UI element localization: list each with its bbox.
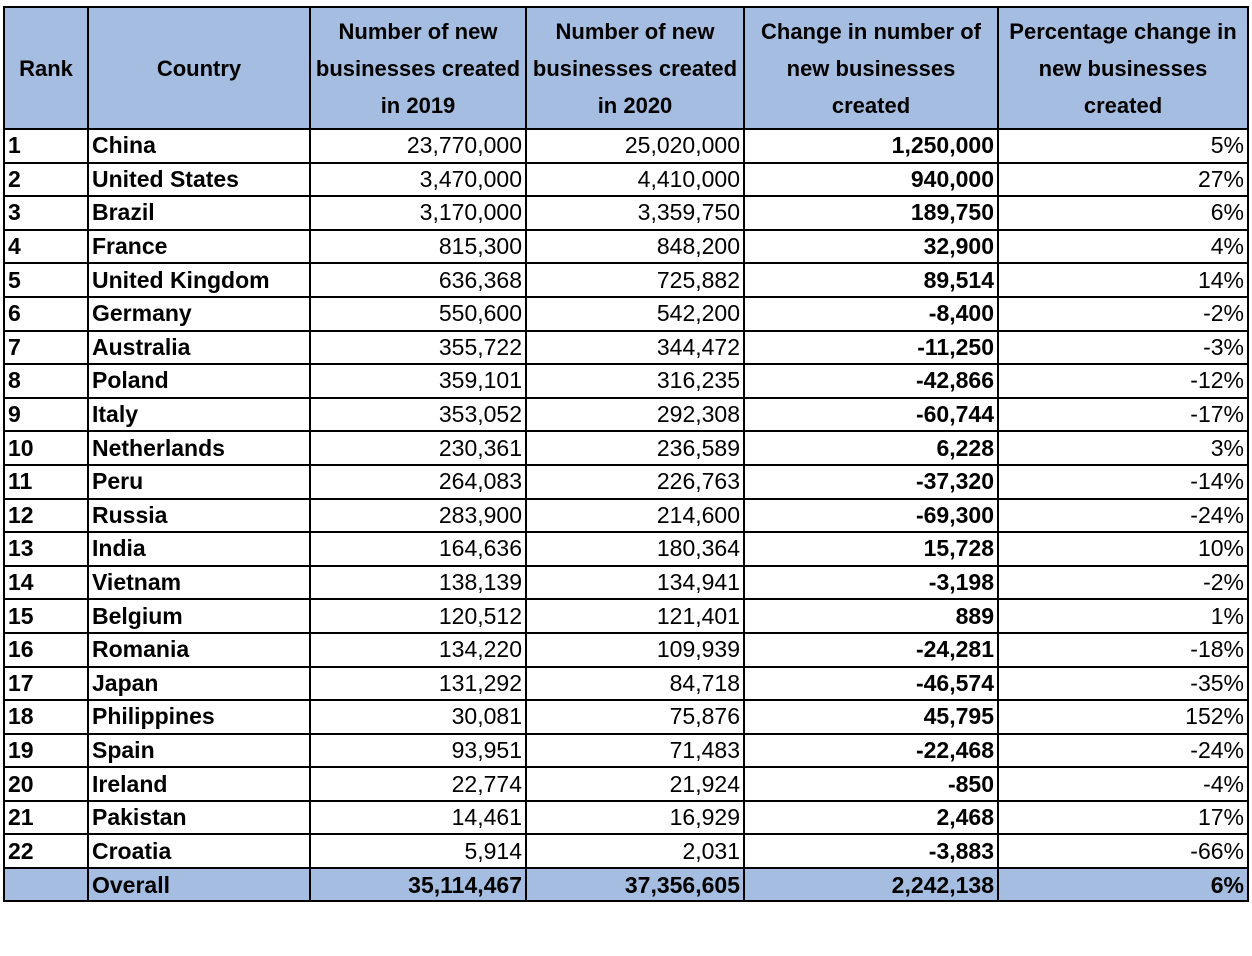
pct-change-cell[interactable]: -2% (998, 566, 1248, 600)
change-cell[interactable]: 32,900 (744, 230, 998, 264)
total-country-cell[interactable]: Overall (88, 868, 310, 901)
country-cell[interactable]: Netherlands (88, 431, 310, 465)
country-cell[interactable]: China (88, 129, 310, 163)
table-header (4, 7, 1248, 129)
country-cell[interactable]: Brazil (88, 196, 310, 230)
change-cell[interactable]: 6,228 (744, 431, 998, 465)
table-row (4, 734, 1248, 768)
rank-cell[interactable]: 17 (4, 667, 88, 701)
rank-cell[interactable]: 4 (4, 230, 88, 264)
created-2020-cell[interactable]: 109,939 (526, 633, 744, 667)
created-2019-cell[interactable]: 14,461 (310, 801, 526, 835)
created-2019-cell[interactable]: 359,101 (310, 364, 526, 398)
change-cell[interactable]: -8,400 (744, 297, 998, 331)
change-cell[interactable]: -60,744 (744, 398, 998, 432)
change-cell[interactable]: 15,728 (744, 532, 998, 566)
total-change-cell[interactable]: 2,242,138 (744, 868, 998, 901)
table-row (4, 633, 1248, 667)
change-cell[interactable]: 1,250,000 (744, 129, 998, 163)
rank-cell[interactable]: 15 (4, 599, 88, 633)
created-2020-cell[interactable]: 214,600 (526, 499, 744, 533)
created-2019-cell[interactable]: 230,361 (310, 431, 526, 465)
created-2020-cell[interactable]: 16,929 (526, 801, 744, 835)
country-cell[interactable]: Pakistan (88, 801, 310, 835)
change-cell[interactable]: -37,320 (744, 465, 998, 499)
table-row (4, 767, 1248, 801)
country-cell[interactable]: Italy (88, 398, 310, 432)
created-2019-cell[interactable]: 120,512 (310, 599, 526, 633)
country-cell[interactable]: United Kingdom (88, 263, 310, 297)
pct-change-cell[interactable]: -66% (998, 834, 1248, 868)
pct-change-cell[interactable]: -12% (998, 364, 1248, 398)
pct-change-cell[interactable]: 17% (998, 801, 1248, 835)
created-2020-cell[interactable]: 226,763 (526, 465, 744, 499)
created-2020-cell[interactable]: 3,359,750 (526, 196, 744, 230)
pct-change-cell[interactable]: -18% (998, 633, 1248, 667)
created-2019-cell[interactable]: 815,300 (310, 230, 526, 264)
created-2020-cell[interactable]: 344,472 (526, 331, 744, 365)
created-2019-cell[interactable]: 3,170,000 (310, 196, 526, 230)
rank-cell[interactable]: 19 (4, 734, 88, 768)
change-cell[interactable]: -3,198 (744, 566, 998, 600)
country-cell[interactable]: Spain (88, 734, 310, 768)
created-2020-cell[interactable]: 4,410,000 (526, 163, 744, 197)
country-cell[interactable]: Philippines (88, 700, 310, 734)
total-rank-cell[interactable] (4, 868, 88, 901)
country-cell[interactable]: Romania (88, 633, 310, 667)
created-2020-cell[interactable]: 25,020,000 (526, 129, 744, 163)
header-pct-change[interactable]: Percentage change in new businesses created (998, 7, 1248, 129)
total-row (4, 868, 1248, 901)
pct-change-cell[interactable]: 3% (998, 431, 1248, 465)
country-cell[interactable]: India (88, 532, 310, 566)
pct-change-cell[interactable]: -2% (998, 297, 1248, 331)
created-2020-cell[interactable]: 121,401 (526, 599, 744, 633)
change-cell[interactable]: 889 (744, 599, 998, 633)
country-cell[interactable]: Russia (88, 499, 310, 533)
pct-change-cell[interactable]: -24% (998, 499, 1248, 533)
created-2020-cell[interactable]: 71,483 (526, 734, 744, 768)
created-2020-cell[interactable]: 848,200 (526, 230, 744, 264)
change-cell[interactable]: -46,574 (744, 667, 998, 701)
created-2019-cell[interactable]: 164,636 (310, 532, 526, 566)
created-2019-cell[interactable]: 353,052 (310, 398, 526, 432)
table-row (4, 364, 1248, 398)
table-row (4, 599, 1248, 633)
header-created-2019[interactable]: Number of new businesses created in 2019 (310, 7, 526, 129)
pct-change-cell[interactable]: -4% (998, 767, 1248, 801)
created-2020-cell[interactable]: 542,200 (526, 297, 744, 331)
pct-change-cell[interactable]: 4% (998, 230, 1248, 264)
rank-cell[interactable]: 13 (4, 532, 88, 566)
header-row (4, 7, 1248, 129)
rank-cell[interactable]: 2 (4, 163, 88, 197)
table-row (4, 263, 1248, 297)
rank-cell[interactable]: 21 (4, 801, 88, 835)
country-cell[interactable]: Belgium (88, 599, 310, 633)
rank-cell[interactable]: 7 (4, 331, 88, 365)
country-cell[interactable]: France (88, 230, 310, 264)
created-2019-cell[interactable]: 3,470,000 (310, 163, 526, 197)
rank-cell[interactable]: 18 (4, 700, 88, 734)
rank-cell[interactable]: 12 (4, 499, 88, 533)
table-row (4, 532, 1248, 566)
businesses-table (3, 6, 1249, 902)
table-row (4, 566, 1248, 600)
table-row (4, 129, 1248, 163)
table-row (4, 230, 1248, 264)
rank-cell[interactable]: 16 (4, 633, 88, 667)
created-2019-cell[interactable]: 131,292 (310, 667, 526, 701)
rank-cell[interactable]: 1 (4, 129, 88, 163)
rank-cell[interactable]: 10 (4, 431, 88, 465)
created-2019-cell[interactable]: 93,951 (310, 734, 526, 768)
table-footer (4, 868, 1248, 901)
table-row (4, 834, 1248, 868)
change-cell[interactable]: 940,000 (744, 163, 998, 197)
created-2020-cell[interactable]: 75,876 (526, 700, 744, 734)
header-change[interactable]: Change in number of new businesses created (744, 7, 998, 129)
pct-change-cell[interactable]: -3% (998, 331, 1248, 365)
rank-cell[interactable]: 22 (4, 834, 88, 868)
created-2019-cell[interactable]: 636,368 (310, 263, 526, 297)
rank-cell[interactable]: 11 (4, 465, 88, 499)
created-2019-cell[interactable]: 5,914 (310, 834, 526, 868)
table-row (4, 398, 1248, 432)
change-cell[interactable]: -22,468 (744, 734, 998, 768)
pct-change-cell[interactable]: 5% (998, 129, 1248, 163)
created-2020-cell[interactable]: 316,235 (526, 364, 744, 398)
country-cell[interactable]: Japan (88, 667, 310, 701)
country-cell[interactable]: Germany (88, 297, 310, 331)
rank-cell[interactable]: 8 (4, 364, 88, 398)
change-cell[interactable]: -11,250 (744, 331, 998, 365)
table-row (4, 465, 1248, 499)
change-cell[interactable]: 89,514 (744, 263, 998, 297)
created-2020-cell[interactable]: 725,882 (526, 263, 744, 297)
total-created-2019-cell[interactable]: 35,114,467 (310, 868, 526, 901)
pct-change-cell[interactable]: 6% (998, 196, 1248, 230)
pct-change-cell[interactable]: -24% (998, 734, 1248, 768)
table-body (4, 129, 1248, 868)
pct-change-cell[interactable]: -17% (998, 398, 1248, 432)
country-cell[interactable]: Poland (88, 364, 310, 398)
created-2020-cell[interactable]: 84,718 (526, 667, 744, 701)
table-row (4, 801, 1248, 835)
rank-cell[interactable]: 14 (4, 566, 88, 600)
created-2020-cell[interactable]: 180,364 (526, 532, 744, 566)
pct-change-cell[interactable]: -35% (998, 667, 1248, 701)
change-cell[interactable]: 2,468 (744, 801, 998, 835)
country-cell[interactable]: Croatia (88, 834, 310, 868)
created-2020-cell[interactable]: 236,589 (526, 431, 744, 465)
created-2019-cell[interactable]: 30,081 (310, 700, 526, 734)
header-created-2020[interactable]: Number of new businesses created in 2020 (526, 7, 744, 129)
rank-cell[interactable]: 3 (4, 196, 88, 230)
created-2019-cell[interactable]: 22,774 (310, 767, 526, 801)
created-2019-cell[interactable]: 23,770,000 (310, 129, 526, 163)
table-row (4, 700, 1248, 734)
country-cell[interactable]: United States (88, 163, 310, 197)
total-created-2020-cell[interactable]: 37,356,605 (526, 868, 744, 901)
change-cell[interactable]: -42,866 (744, 364, 998, 398)
table-row (4, 667, 1248, 701)
pct-change-cell[interactable]: 1% (998, 599, 1248, 633)
table-row (4, 163, 1248, 197)
created-2019-cell[interactable]: 355,722 (310, 331, 526, 365)
pct-change-cell[interactable]: -14% (998, 465, 1248, 499)
created-2020-cell[interactable]: 292,308 (526, 398, 744, 432)
table-row (4, 196, 1248, 230)
change-cell[interactable]: 189,750 (744, 196, 998, 230)
created-2019-cell[interactable]: 138,139 (310, 566, 526, 600)
header-rank[interactable]: Rank (4, 7, 88, 129)
created-2019-cell[interactable]: 550,600 (310, 297, 526, 331)
rank-cell[interactable]: 9 (4, 398, 88, 432)
table-row (4, 297, 1248, 331)
header-country[interactable]: Country (88, 7, 310, 129)
change-cell[interactable]: -850 (744, 767, 998, 801)
country-cell[interactable]: Vietnam (88, 566, 310, 600)
pct-change-cell[interactable]: 10% (998, 532, 1248, 566)
table-row (4, 499, 1248, 533)
change-cell[interactable]: 45,795 (744, 700, 998, 734)
change-cell[interactable]: -69,300 (744, 499, 998, 533)
country-cell[interactable]: Ireland (88, 767, 310, 801)
table-row (4, 331, 1248, 365)
rank-cell[interactable]: 5 (4, 263, 88, 297)
country-cell[interactable]: Peru (88, 465, 310, 499)
rank-cell[interactable]: 20 (4, 767, 88, 801)
total-pct-change-cell[interactable]: 6% (998, 868, 1248, 901)
created-2020-cell[interactable]: 134,941 (526, 566, 744, 600)
pct-change-cell[interactable]: 152% (998, 700, 1248, 734)
created-2019-cell[interactable]: 283,900 (310, 499, 526, 533)
created-2020-cell[interactable]: 21,924 (526, 767, 744, 801)
country-cell[interactable]: Australia (88, 331, 310, 365)
created-2019-cell[interactable]: 264,083 (310, 465, 526, 499)
created-2019-cell[interactable]: 134,220 (310, 633, 526, 667)
table-row (4, 431, 1248, 465)
change-cell[interactable]: -3,883 (744, 834, 998, 868)
pct-change-cell[interactable]: 14% (998, 263, 1248, 297)
rank-cell[interactable]: 6 (4, 297, 88, 331)
change-cell[interactable]: -24,281 (744, 633, 998, 667)
created-2020-cell[interactable]: 2,031 (526, 834, 744, 868)
pct-change-cell[interactable]: 27% (998, 163, 1248, 197)
